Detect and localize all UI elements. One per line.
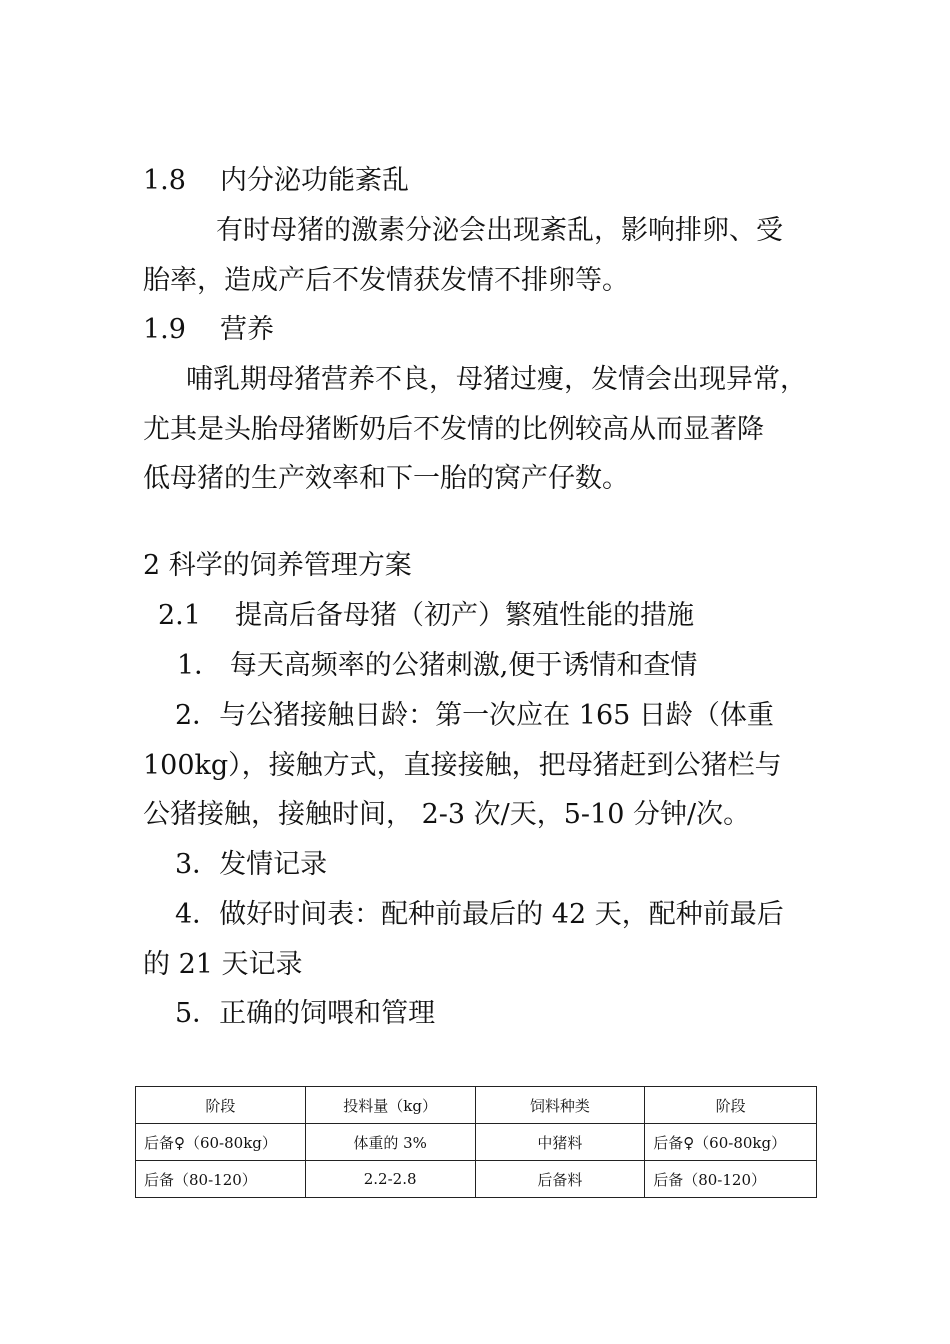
section-1-8-title: 内分泌功能紊乱 [219,165,409,196]
section-2-1-number: 2.1 [158,600,201,631]
measure-item-4-line-2: 的 21 天记录 [143,949,303,980]
measure-item-2-line-1: 2．与公猪接触日龄：第一次应在 165 日龄（体重 [175,700,774,731]
section-1-8-body-line-1: 有时母猪的激素分泌会出现紊乱，影响排卵、受 [216,215,783,246]
table-cell: 后备♀（60-80kg） [645,1124,817,1161]
section-1-9-number: 1.9 [143,314,186,345]
table-cell: 后备♀（60-80kg） [136,1124,306,1161]
table-row [136,1124,817,1161]
section-2-1-heading [158,600,694,632]
feeding-table [135,1086,817,1198]
measure-item-1: 1． 每天高频率的公猪刺激,便于诱情和查情 [177,650,698,681]
table-cell: 后备料 [475,1161,645,1198]
measure-item-2-line-2: 100kg），接触方式，直接接触，把母猪赶到公猪栏与 [143,750,782,781]
section-2-1-title: 提高后备母猪（初产）繁殖性能的措施 [234,600,694,631]
section-1-8-body-line-2: 胎率，造成产后不发情获发情不排卵等。 [143,265,629,296]
table-cell: 后备（80-120） [645,1161,817,1198]
table-header-cell: 阶段 [645,1087,817,1124]
measure-item-2-line-3: 公猪接触，接触时间， 2-3 次/天，5-10 分钟/次。 [143,799,751,830]
table-header-cell: 饲料种类 [475,1087,645,1124]
table-header-cell: 投料量（kg） [305,1087,475,1124]
table-cell: 体重的 3% [305,1124,475,1161]
section-1-9-body-line-2: 尤其是头胎母猪断奶后不发情的比例较高从而显著降 [143,414,764,445]
measure-item-3: 3．发情记录 [175,849,328,880]
table-header-row [136,1087,817,1124]
section-1-9-title: 营养 [219,314,274,345]
table-cell: 2.2-2.8 [305,1161,475,1198]
section-2-heading: 2 科学的饲养管理方案 [143,550,412,581]
section-1-8-number: 1.8 [143,165,186,196]
section-1-8-heading [143,165,409,197]
table-header-cell: 阶段 [136,1087,306,1124]
section-1-9-body-line-1: 哺乳期母猪营养不良，母猪过瘦，发情会出现异常， [186,364,807,395]
table-cell: 中猪料 [475,1124,645,1161]
table-row [136,1161,817,1198]
measure-item-5: 5．正确的饲喂和管理 [175,998,436,1029]
measure-item-4-line-1: 4．做好时间表：配种前最后的 42 天，配种前最后 [175,899,784,930]
section-1-9-body-line-3: 低母猪的生产效率和下一胎的窝产仔数。 [143,463,629,494]
table-cell: 后备（80-120） [136,1161,306,1198]
section-1-9-heading [143,314,274,346]
